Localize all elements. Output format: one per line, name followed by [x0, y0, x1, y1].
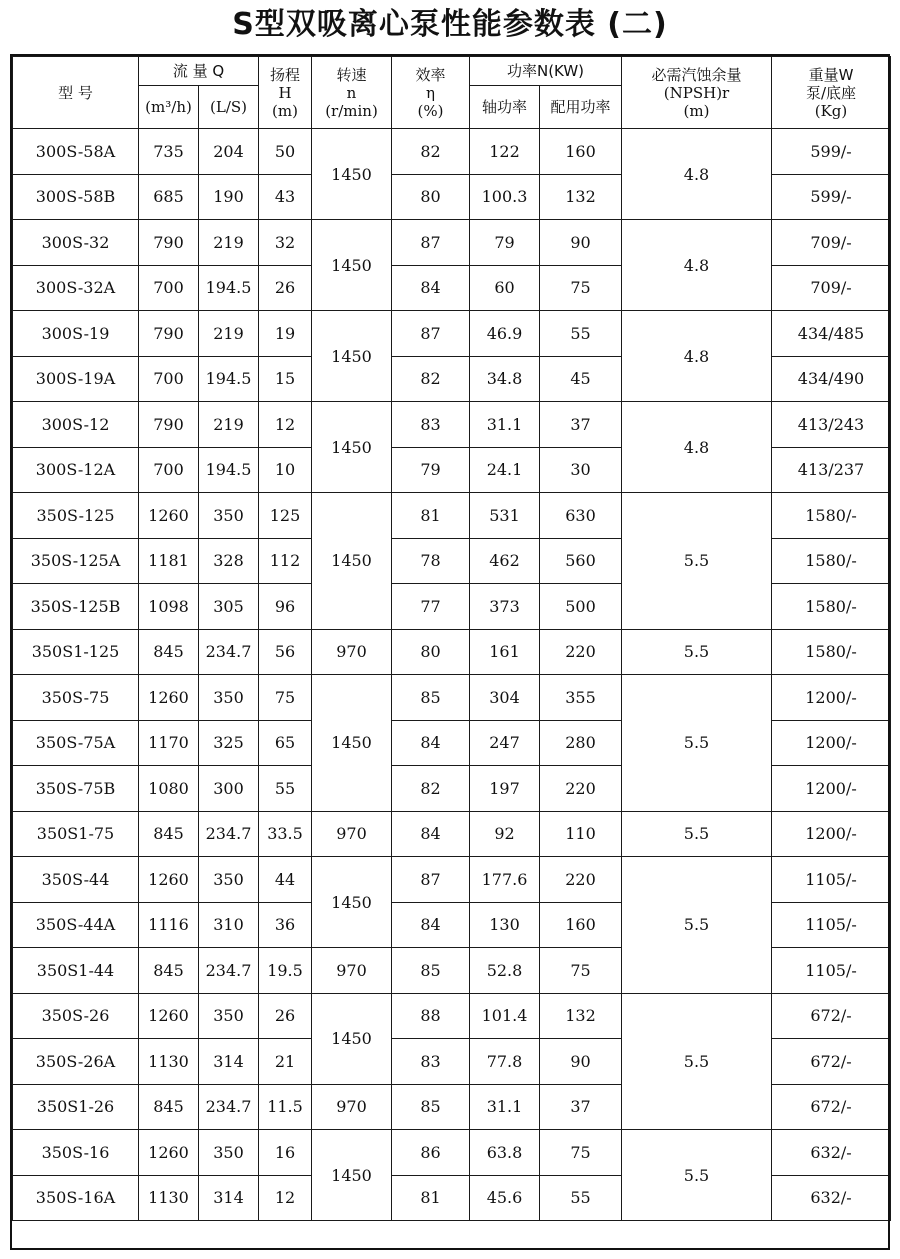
cell-flow-m3h: 1260 — [139, 493, 199, 539]
cell-efficiency: 84 — [392, 902, 470, 948]
cell-weight: 413/243 — [772, 402, 891, 448]
cell-flow-m3h: 735 — [139, 129, 199, 175]
cell-motor-power: 160 — [540, 129, 622, 175]
cell-model: 300S-32 — [13, 220, 139, 266]
cell-weight: 1580/- — [772, 584, 891, 630]
table-row — [13, 220, 891, 266]
cell-weight: 599/- — [772, 174, 891, 220]
header-flow: 流 量 Q — [139, 57, 259, 86]
cell-model: 300S-19A — [13, 356, 139, 402]
cell-npsh: 4.8 — [622, 220, 772, 311]
cell-motor-power: 355 — [540, 675, 622, 721]
cell-shaft-power: 31.1 — [470, 1084, 540, 1130]
cell-head: 56 — [259, 629, 312, 675]
cell-shaft-power: 34.8 — [470, 356, 540, 402]
cell-motor-power: 160 — [540, 902, 622, 948]
header-head-unit: (m) — [272, 101, 298, 120]
cell-model: 350S-16 — [13, 1130, 139, 1176]
cell-shaft-power: 92 — [470, 811, 540, 857]
cell-flow-m3h: 1260 — [139, 857, 199, 903]
cell-model: 350S1-75 — [13, 811, 139, 857]
table-row — [13, 402, 891, 448]
cell-weight: 632/- — [772, 1130, 891, 1176]
cell-motor-power: 90 — [540, 220, 622, 266]
cell-speed: 1450 — [312, 402, 392, 493]
cell-npsh: 4.8 — [622, 129, 772, 220]
cell-speed: 970 — [312, 1084, 392, 1130]
cell-head: 21 — [259, 1039, 312, 1085]
cell-efficiency: 79 — [392, 447, 470, 493]
table-row — [13, 493, 891, 539]
table-row — [13, 675, 891, 721]
cell-efficiency: 87 — [392, 311, 470, 357]
cell-shaft-power: 197 — [470, 766, 540, 812]
cell-efficiency: 78 — [392, 538, 470, 584]
header-weight-unit: (Kg) — [814, 101, 848, 120]
cell-flow-ls: 325 — [199, 720, 259, 766]
header-weight-sub: 泵/底座 — [805, 83, 857, 102]
cell-speed: 1450 — [312, 993, 392, 1084]
cell-weight: 1580/- — [772, 538, 891, 584]
cell-shaft-power: 31.1 — [470, 402, 540, 448]
cell-shaft-power: 373 — [470, 584, 540, 630]
cell-model: 350S-26A — [13, 1039, 139, 1085]
cell-weight: 1200/- — [772, 675, 891, 721]
cell-shaft-power: 161 — [470, 629, 540, 675]
cell-efficiency: 87 — [392, 220, 470, 266]
cell-flow-ls: 194.5 — [199, 356, 259, 402]
cell-efficiency: 77 — [392, 584, 470, 630]
header-speed-symbol: n — [346, 83, 357, 102]
cell-speed: 970 — [312, 811, 392, 857]
cell-npsh: 5.5 — [622, 1130, 772, 1221]
cell-flow-m3h: 1260 — [139, 1130, 199, 1176]
cell-weight: 672/- — [772, 1039, 891, 1085]
cell-motor-power: 75 — [540, 1130, 622, 1176]
cell-head: 11.5 — [259, 1084, 312, 1130]
cell-flow-ls: 194.5 — [199, 265, 259, 311]
table-row — [13, 857, 891, 903]
cell-motor-power: 55 — [540, 311, 622, 357]
cell-flow-m3h: 1116 — [139, 902, 199, 948]
header-head-symbol: H — [278, 83, 292, 102]
cell-weight: 434/485 — [772, 311, 891, 357]
cell-motor-power: 220 — [540, 766, 622, 812]
cell-flow-m3h: 700 — [139, 356, 199, 402]
cell-flow-m3h: 685 — [139, 174, 199, 220]
cell-flow-m3h: 1181 — [139, 538, 199, 584]
cell-head: 12 — [259, 402, 312, 448]
cell-head: 75 — [259, 675, 312, 721]
cell-head: 19 — [259, 311, 312, 357]
cell-model: 350S-26 — [13, 993, 139, 1039]
header-npsh-symbol: (NPSH)r — [663, 83, 730, 102]
cell-speed: 970 — [312, 948, 392, 994]
cell-npsh: 4.8 — [622, 402, 772, 493]
cell-motor-power: 90 — [540, 1039, 622, 1085]
cell-efficiency: 81 — [392, 493, 470, 539]
cell-motor-power: 110 — [540, 811, 622, 857]
cell-efficiency: 83 — [392, 402, 470, 448]
cell-flow-m3h: 1098 — [139, 584, 199, 630]
cell-speed: 970 — [312, 629, 392, 675]
cell-flow-m3h: 845 — [139, 1084, 199, 1130]
cell-weight: 1200/- — [772, 766, 891, 812]
cell-flow-ls: 234.7 — [199, 629, 259, 675]
header-shaft-power: 轴功率 — [470, 86, 540, 129]
cell-head: 26 — [259, 265, 312, 311]
cell-shaft-power: 101.4 — [470, 993, 540, 1039]
cell-efficiency: 80 — [392, 174, 470, 220]
header-npsh-label: 必需汽蚀余量 — [651, 65, 742, 84]
cell-weight: 709/- — [772, 220, 891, 266]
cell-npsh: 5.5 — [622, 811, 772, 857]
cell-efficiency: 87 — [392, 857, 470, 903]
cell-model: 300S-12 — [13, 402, 139, 448]
cell-speed: 1450 — [312, 311, 392, 402]
cell-shaft-power: 122 — [470, 129, 540, 175]
cell-head: 112 — [259, 538, 312, 584]
cell-shaft-power: 63.8 — [470, 1130, 540, 1176]
cell-shaft-power: 130 — [470, 902, 540, 948]
cell-efficiency: 84 — [392, 720, 470, 766]
cell-head: 125 — [259, 493, 312, 539]
cell-flow-ls: 219 — [199, 220, 259, 266]
cell-model: 300S-32A — [13, 265, 139, 311]
cell-efficiency: 85 — [392, 675, 470, 721]
cell-model: 350S-75A — [13, 720, 139, 766]
cell-shaft-power: 177.6 — [470, 857, 540, 903]
cell-shaft-power: 79 — [470, 220, 540, 266]
cell-weight: 709/- — [772, 265, 891, 311]
cell-flow-ls: 314 — [199, 1175, 259, 1221]
cell-shaft-power: 45.6 — [470, 1175, 540, 1221]
cell-flow-ls: 204 — [199, 129, 259, 175]
cell-flow-m3h: 1130 — [139, 1175, 199, 1221]
pump-spec-table — [12, 56, 891, 1221]
table-row — [13, 993, 891, 1039]
cell-flow-ls: 328 — [199, 538, 259, 584]
cell-flow-ls: 350 — [199, 857, 259, 903]
cell-flow-m3h: 790 — [139, 220, 199, 266]
cell-efficiency: 82 — [392, 766, 470, 812]
table-row — [13, 811, 891, 857]
cell-efficiency: 84 — [392, 811, 470, 857]
cell-weight: 1200/- — [772, 811, 891, 857]
header-npsh — [622, 57, 772, 129]
cell-flow-m3h: 1260 — [139, 993, 199, 1039]
cell-flow-m3h: 845 — [139, 948, 199, 994]
cell-efficiency: 80 — [392, 629, 470, 675]
cell-head: 12 — [259, 1175, 312, 1221]
cell-motor-power: 37 — [540, 1084, 622, 1130]
table-row — [13, 629, 891, 675]
header-head — [259, 57, 312, 129]
cell-shaft-power: 52.8 — [470, 948, 540, 994]
cell-motor-power: 75 — [540, 265, 622, 311]
header-flow-ls: (L/S) — [199, 86, 259, 129]
cell-weight: 1105/- — [772, 948, 891, 994]
cell-motor-power: 30 — [540, 447, 622, 493]
cell-speed: 1450 — [312, 493, 392, 630]
header-model: 型 号 — [13, 57, 139, 129]
cell-efficiency: 83 — [392, 1039, 470, 1085]
cell-efficiency: 88 — [392, 993, 470, 1039]
cell-flow-m3h: 700 — [139, 265, 199, 311]
cell-head: 10 — [259, 447, 312, 493]
cell-weight: 1580/- — [772, 629, 891, 675]
cell-shaft-power: 304 — [470, 675, 540, 721]
cell-model: 350S-75 — [13, 675, 139, 721]
cell-flow-ls: 314 — [199, 1039, 259, 1085]
header-efficiency-label: 效率 — [415, 65, 446, 84]
header-head-label: 扬程 — [269, 65, 300, 84]
cell-head: 19.5 — [259, 948, 312, 994]
cell-shaft-power: 46.9 — [470, 311, 540, 357]
cell-model: 350S1-125 — [13, 629, 139, 675]
cell-efficiency: 85 — [392, 948, 470, 994]
cell-flow-m3h: 1080 — [139, 766, 199, 812]
cell-flow-ls: 310 — [199, 902, 259, 948]
cell-shaft-power: 531 — [470, 493, 540, 539]
cell-flow-ls: 305 — [199, 584, 259, 630]
cell-flow-ls: 234.7 — [199, 948, 259, 994]
cell-flow-ls: 350 — [199, 1130, 259, 1176]
cell-npsh: 5.5 — [622, 675, 772, 812]
cell-head: 33.5 — [259, 811, 312, 857]
page-title: S型双吸离心泵性能参数表 (二) — [232, 7, 668, 42]
cell-flow-ls: 234.7 — [199, 811, 259, 857]
cell-weight: 599/- — [772, 129, 891, 175]
cell-head: 16 — [259, 1130, 312, 1176]
cell-model: 300S-19 — [13, 311, 139, 357]
cell-motor-power: 560 — [540, 538, 622, 584]
cell-head: 43 — [259, 174, 312, 220]
table-row — [13, 311, 891, 357]
cell-flow-m3h: 1170 — [139, 720, 199, 766]
cell-motor-power: 132 — [540, 993, 622, 1039]
cell-head: 32 — [259, 220, 312, 266]
cell-weight: 1105/- — [772, 902, 891, 948]
cell-model: 350S-44A — [13, 902, 139, 948]
cell-efficiency: 84 — [392, 265, 470, 311]
cell-head: 26 — [259, 993, 312, 1039]
cell-speed: 1450 — [312, 857, 392, 948]
cell-motor-power: 220 — [540, 629, 622, 675]
cell-shaft-power: 24.1 — [470, 447, 540, 493]
cell-flow-m3h: 845 — [139, 811, 199, 857]
cell-shaft-power: 100.3 — [470, 174, 540, 220]
cell-efficiency: 82 — [392, 356, 470, 402]
header-weight-label: 重量W — [808, 65, 854, 84]
cell-head: 50 — [259, 129, 312, 175]
cell-speed: 1450 — [312, 1130, 392, 1221]
cell-motor-power: 45 — [540, 356, 622, 402]
cell-shaft-power: 247 — [470, 720, 540, 766]
header-flow-m3h: (m³/h) — [139, 86, 199, 129]
cell-speed: 1450 — [312, 220, 392, 311]
cell-flow-m3h: 790 — [139, 311, 199, 357]
table-body — [13, 129, 891, 1221]
cell-efficiency: 82 — [392, 129, 470, 175]
header-weight — [772, 57, 891, 129]
cell-head: 15 — [259, 356, 312, 402]
cell-model: 350S-125A — [13, 538, 139, 584]
cell-head: 96 — [259, 584, 312, 630]
cell-motor-power: 220 — [540, 857, 622, 903]
cell-weight: 672/- — [772, 993, 891, 1039]
cell-head: 44 — [259, 857, 312, 903]
cell-npsh: 4.8 — [622, 311, 772, 402]
cell-npsh: 5.5 — [622, 993, 772, 1130]
header-speed-label: 转速 — [336, 65, 367, 84]
cell-flow-m3h: 790 — [139, 402, 199, 448]
cell-flow-ls: 234.7 — [199, 1084, 259, 1130]
cell-weight: 672/- — [772, 1084, 891, 1130]
header-efficiency-unit: (%) — [417, 101, 444, 120]
cell-flow-ls: 350 — [199, 493, 259, 539]
cell-head: 55 — [259, 766, 312, 812]
cell-npsh: 5.5 — [622, 629, 772, 675]
cell-motor-power: 630 — [540, 493, 622, 539]
header-motor-power: 配用功率 — [540, 86, 622, 129]
cell-motor-power: 280 — [540, 720, 622, 766]
cell-weight: 632/- — [772, 1175, 891, 1221]
cell-motor-power: 75 — [540, 948, 622, 994]
cell-flow-ls: 350 — [199, 993, 259, 1039]
cell-model: 350S-16A — [13, 1175, 139, 1221]
cell-flow-m3h: 1130 — [139, 1039, 199, 1085]
cell-flow-ls: 219 — [199, 311, 259, 357]
cell-head: 36 — [259, 902, 312, 948]
cell-motor-power: 37 — [540, 402, 622, 448]
cell-model: 300S-58A — [13, 129, 139, 175]
cell-weight: 1580/- — [772, 493, 891, 539]
cell-model: 350S-44 — [13, 857, 139, 903]
cell-motor-power: 132 — [540, 174, 622, 220]
header-efficiency — [392, 57, 470, 129]
cell-model: 350S1-44 — [13, 948, 139, 994]
cell-flow-ls: 350 — [199, 675, 259, 721]
cell-efficiency: 85 — [392, 1084, 470, 1130]
cell-model: 300S-58B — [13, 174, 139, 220]
cell-weight: 1105/- — [772, 857, 891, 903]
cell-flow-ls: 194.5 — [199, 447, 259, 493]
cell-weight: 1200/- — [772, 720, 891, 766]
cell-motor-power: 500 — [540, 584, 622, 630]
cell-speed: 1450 — [312, 129, 392, 220]
cell-model: 350S-125B — [13, 584, 139, 630]
cell-shaft-power: 77.8 — [470, 1039, 540, 1085]
header-speed-unit: (r/min) — [325, 101, 378, 120]
cell-speed: 1450 — [312, 675, 392, 812]
cell-head: 65 — [259, 720, 312, 766]
cell-npsh: 5.5 — [622, 493, 772, 630]
cell-flow-ls: 219 — [199, 402, 259, 448]
cell-model: 350S1-26 — [13, 1084, 139, 1130]
header-npsh-unit: (m) — [683, 101, 710, 120]
cell-shaft-power: 60 — [470, 265, 540, 311]
cell-efficiency: 81 — [392, 1175, 470, 1221]
header-power: 功率N(KW) — [470, 57, 622, 86]
table-row — [13, 1130, 891, 1176]
cell-flow-m3h: 700 — [139, 447, 199, 493]
cell-model: 350S-75B — [13, 766, 139, 812]
cell-npsh: 5.5 — [622, 857, 772, 994]
cell-shaft-power: 462 — [470, 538, 540, 584]
header-speed — [312, 57, 392, 129]
cell-model: 300S-12A — [13, 447, 139, 493]
cell-weight: 413/237 — [772, 447, 891, 493]
cell-flow-m3h: 1260 — [139, 675, 199, 721]
header-efficiency-symbol: η — [426, 83, 435, 102]
cell-motor-power: 55 — [540, 1175, 622, 1221]
cell-flow-ls: 190 — [199, 174, 259, 220]
cell-flow-m3h: 845 — [139, 629, 199, 675]
cell-flow-ls: 300 — [199, 766, 259, 812]
cell-efficiency: 86 — [392, 1130, 470, 1176]
cell-model: 350S-125 — [13, 493, 139, 539]
cell-weight: 434/490 — [772, 356, 891, 402]
table-row — [13, 129, 891, 175]
